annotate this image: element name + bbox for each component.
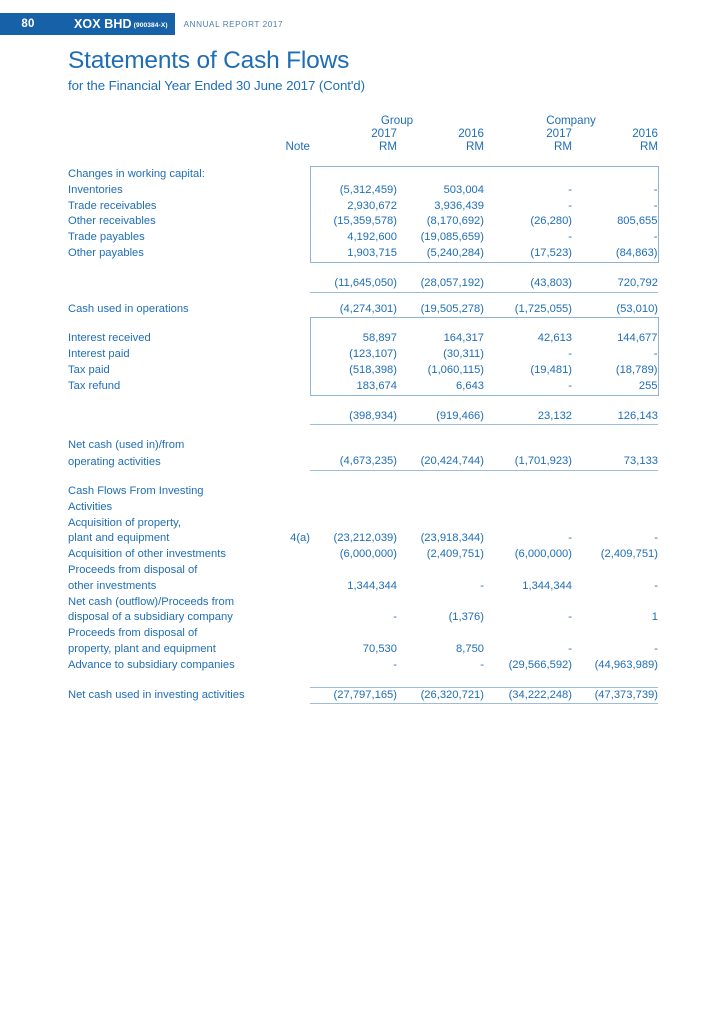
total-company-2016: (47,373,739) bbox=[594, 688, 659, 701]
table-row bbox=[68, 610, 658, 626]
row-label-line2: plant and equipment bbox=[68, 532, 170, 545]
row-note bbox=[268, 183, 310, 199]
cell-group-2017: (518,398) bbox=[310, 363, 397, 379]
row-note bbox=[268, 379, 310, 395]
cell-company-2016: - bbox=[572, 347, 658, 363]
cell-group-2016: (20,424,744) bbox=[420, 455, 485, 468]
row-label-line2: other investments bbox=[68, 579, 157, 592]
table-row-cash-used-in-operations bbox=[68, 302, 658, 318]
table-row bbox=[68, 563, 658, 579]
box-edge bbox=[484, 167, 572, 183]
header-group-2017: 2017 bbox=[371, 127, 397, 140]
cell-company-2016: - bbox=[572, 199, 658, 215]
total-company-2016: 126,143 bbox=[617, 409, 659, 422]
table-row bbox=[68, 199, 658, 215]
cell-group-2016: (30,311) bbox=[443, 348, 485, 361]
cell-group-2016: (8,170,692) bbox=[426, 215, 485, 228]
row-note bbox=[268, 276, 310, 292]
cell-group-2016: 8,750 bbox=[456, 642, 485, 655]
row-note bbox=[268, 454, 310, 470]
cell-company-2016: 805,655 bbox=[572, 214, 658, 230]
cell-company-2016: (84,863) bbox=[572, 246, 658, 262]
cell-company-2016: 1 bbox=[651, 611, 659, 624]
row-note bbox=[268, 579, 310, 595]
row-label-line1: Acquisition of property, bbox=[68, 516, 181, 529]
spacer-rule bbox=[68, 292, 658, 302]
row-note bbox=[268, 230, 310, 246]
cell-group-2016: 503,004 bbox=[443, 183, 485, 196]
table-header-group-row bbox=[68, 114, 658, 127]
row-label: Interest paid bbox=[68, 348, 130, 361]
cell-company-2017: - bbox=[568, 611, 573, 624]
cell-company-2016: (44,963,989) bbox=[594, 658, 659, 671]
cell-group-2017: (123,107) bbox=[310, 347, 397, 363]
page-number: 80 bbox=[21, 18, 35, 30]
row-note bbox=[268, 199, 310, 215]
row-label-line1: Proceeds from disposal of bbox=[68, 563, 198, 576]
table-row bbox=[68, 331, 658, 347]
row-label-line1: Proceeds from disposal of bbox=[68, 627, 198, 640]
cell-company-2016: (2,409,751) bbox=[600, 548, 659, 561]
box-corner bbox=[310, 167, 397, 183]
cell-group-2016: - bbox=[480, 579, 485, 592]
company-registration-number: (900384-X) bbox=[133, 21, 168, 29]
cell-company-2017: (26,280) bbox=[530, 215, 573, 228]
row-label: Trade payables bbox=[68, 231, 145, 244]
cell-company-2017: (17,523) bbox=[484, 246, 572, 262]
cell-company-2016: - bbox=[654, 532, 659, 545]
row-label: Tax paid bbox=[68, 363, 110, 376]
cell-group-2016: (5,240,284) bbox=[397, 246, 484, 262]
table-row bbox=[68, 642, 658, 658]
header-group-2016: 2016 bbox=[458, 127, 485, 140]
spacer-rule bbox=[68, 704, 658, 714]
section-heading-working-capital: Changes in working capital: bbox=[68, 168, 205, 180]
cell-company-2016: - bbox=[572, 183, 658, 199]
cell-group-2016: (19,085,659) bbox=[420, 231, 485, 244]
cell-group-2017: 1,903,715 bbox=[310, 246, 397, 262]
row-note bbox=[268, 438, 310, 454]
cell-company-2017: - bbox=[568, 532, 573, 545]
spacer-rule bbox=[68, 425, 658, 439]
table-row bbox=[68, 230, 658, 246]
cell-group-2016: - bbox=[480, 658, 485, 671]
total-group-2017: (398,934) bbox=[349, 409, 397, 422]
cell-group-2017: - bbox=[393, 611, 397, 624]
table-total-row bbox=[68, 409, 658, 425]
row-label: Net cash used in investing activities bbox=[68, 689, 245, 702]
row-note bbox=[268, 409, 310, 425]
header-group-2016-unit: RM bbox=[465, 140, 485, 153]
running-header-bar bbox=[0, 13, 175, 35]
table-total-row-investing bbox=[68, 687, 658, 704]
row-note bbox=[268, 246, 310, 262]
cell-company-2016: - bbox=[654, 579, 659, 592]
row-label: Other receivables bbox=[68, 215, 156, 228]
table-header-unit-row bbox=[68, 140, 658, 153]
row-label-line1: Net cash (outflow)/Proceeds from bbox=[68, 595, 235, 608]
table-row bbox=[68, 183, 658, 199]
company-name: XOX BHD bbox=[74, 17, 132, 31]
total-group-2016: (26,320,721) bbox=[420, 688, 485, 701]
cell-group-2016: 164,317 bbox=[443, 332, 485, 345]
table-header-year-row bbox=[68, 127, 658, 140]
cell-empty bbox=[310, 438, 397, 454]
section-heading-row bbox=[68, 484, 658, 500]
cell-group-2017: (5,312,459) bbox=[310, 183, 397, 199]
header-note: Note bbox=[285, 140, 310, 153]
row-label: Inventories bbox=[68, 183, 123, 196]
cell-group-2016: (1,060,115) bbox=[427, 363, 485, 376]
total-company-2017: (34,222,248) bbox=[508, 688, 573, 701]
row-label-line1: Advance to subsidiary companies bbox=[68, 658, 235, 671]
cell-company-2017: 42,613 bbox=[537, 332, 573, 345]
cell-company-2017: (19,481) bbox=[530, 363, 573, 376]
cell-company-2017: (29,566,592) bbox=[508, 658, 573, 671]
row-label-line1: Acquisition of other investments bbox=[68, 548, 226, 561]
spacer bbox=[68, 318, 658, 332]
row-label: Tax refund bbox=[68, 380, 121, 393]
row-label-line2: disposal of a subsidiary company bbox=[68, 611, 233, 624]
spacer-rule bbox=[68, 674, 658, 688]
box-edge bbox=[397, 167, 484, 183]
cell-group-2017: - bbox=[393, 658, 397, 671]
row-label-line2: property, plant and equipment bbox=[68, 642, 216, 655]
row-note bbox=[268, 642, 310, 658]
table-row bbox=[68, 347, 658, 363]
cell-company-2017: - bbox=[484, 379, 572, 395]
cell-group-2017: (15,359,578) bbox=[310, 214, 397, 230]
cell-group-2016: 3,936,439 bbox=[434, 199, 485, 212]
header-company-2017: 2017 bbox=[546, 127, 573, 140]
cell-group-2017: 1,344,344 bbox=[347, 579, 397, 592]
cell-group-2016: (1,376) bbox=[448, 611, 485, 624]
row-label-line2: operating activities bbox=[68, 455, 161, 468]
table-row bbox=[68, 438, 658, 454]
cell-company-2017: - bbox=[568, 231, 573, 244]
row-label bbox=[68, 276, 268, 292]
running-header bbox=[0, 13, 725, 35]
header-company: Company bbox=[546, 114, 596, 127]
header-group-2017-unit: RM bbox=[378, 140, 397, 153]
spacer bbox=[68, 395, 658, 409]
cell-company-2017: - bbox=[568, 199, 573, 212]
table-total-row bbox=[68, 276, 658, 292]
table-row bbox=[68, 516, 658, 532]
cell-empty bbox=[484, 438, 572, 454]
box-corner bbox=[572, 167, 658, 183]
row-note bbox=[268, 547, 310, 563]
row-note bbox=[268, 363, 310, 379]
spacer bbox=[68, 262, 658, 276]
table-row bbox=[68, 626, 658, 642]
cell-company-2016: 255 bbox=[572, 379, 658, 395]
row-note bbox=[268, 347, 310, 363]
row-label: Cash used in operations bbox=[68, 303, 189, 316]
cell-group-2017: (4,673,235) bbox=[339, 455, 397, 468]
cash-flow-table bbox=[68, 114, 659, 713]
cell-group-2016: (2,409,751) bbox=[426, 548, 485, 561]
table-row bbox=[68, 531, 658, 547]
row-note bbox=[268, 302, 310, 318]
cell-company-2016: 144,677 bbox=[572, 331, 658, 347]
cell-empty bbox=[572, 438, 658, 454]
report-label: ANNUAL REPORT 2017 bbox=[183, 19, 284, 29]
cell-company-2017: - bbox=[568, 642, 573, 655]
header-group: Group bbox=[380, 114, 414, 127]
cell-group-2016: (19,505,278) bbox=[420, 302, 485, 315]
cell-company-2017: (1,701,923) bbox=[514, 455, 573, 468]
section-heading-row bbox=[68, 167, 658, 183]
row-note bbox=[268, 331, 310, 347]
cell-group-2016: 6,643 bbox=[397, 379, 484, 395]
cell-company-2017: - bbox=[568, 348, 573, 361]
spacer-rule bbox=[68, 470, 658, 484]
row-note: 4(a) bbox=[290, 532, 310, 545]
cash-flow-statement bbox=[0, 114, 725, 713]
cell-company-2017: - bbox=[568, 183, 573, 196]
table-row bbox=[68, 595, 658, 611]
total-group-2016: (28,057,192) bbox=[420, 276, 485, 289]
section-heading-investing-line1: Cash Flows From Investing bbox=[68, 484, 204, 497]
cell-company-2016: - bbox=[572, 230, 658, 246]
page-title-block bbox=[68, 48, 365, 93]
row-note bbox=[268, 658, 310, 674]
cell-company-2016: - bbox=[654, 642, 659, 655]
header-company-2016-unit: RM bbox=[639, 140, 659, 153]
table-row bbox=[68, 579, 658, 595]
cell-empty bbox=[397, 438, 484, 454]
cell-group-2017: 2,930,672 bbox=[310, 199, 397, 215]
cell-group-2016: (23,918,344) bbox=[420, 532, 485, 545]
total-company-2016: 720,792 bbox=[617, 276, 659, 289]
spacer bbox=[68, 153, 658, 167]
table-row bbox=[68, 658, 658, 674]
row-label: Interest received bbox=[68, 332, 151, 345]
row-label: Other payables bbox=[68, 247, 144, 260]
total-group-2017: (27,797,165) bbox=[333, 688, 397, 701]
total-company-2017: (43,803) bbox=[530, 276, 573, 289]
row-note bbox=[268, 214, 310, 230]
row-label bbox=[68, 409, 268, 425]
header-company-2016: 2016 bbox=[632, 127, 659, 140]
cell-group-2017: (23,212,039) bbox=[333, 532, 397, 545]
cell-company-2016: 73,133 bbox=[623, 455, 659, 468]
cell-company-2017: 1,344,344 bbox=[522, 579, 573, 592]
table-row-net-cash-operating bbox=[68, 454, 658, 470]
row-label: Trade receivables bbox=[68, 199, 157, 212]
row-note bbox=[268, 610, 310, 626]
header-company-2017-unit: RM bbox=[553, 140, 573, 153]
cell-group-2017: (6,000,000) bbox=[339, 548, 397, 561]
cell-group-2017: 183,674 bbox=[310, 379, 397, 395]
total-group-2017: (11,645,050) bbox=[334, 276, 397, 289]
row-note bbox=[268, 687, 310, 704]
section-heading-investing-line2: Activities bbox=[68, 500, 113, 513]
row-label-line1: Net cash (used in)/from bbox=[68, 439, 185, 452]
total-company-2017: 23,132 bbox=[537, 409, 573, 422]
cell-group-2017: 4,192,600 bbox=[310, 230, 397, 246]
cell-company-2017: (1,725,055) bbox=[514, 302, 573, 315]
table-row bbox=[68, 379, 658, 395]
table-row bbox=[68, 246, 658, 262]
total-group-2016: (919,466) bbox=[436, 409, 485, 422]
table-row bbox=[68, 547, 658, 563]
table-row bbox=[68, 214, 658, 230]
cell-company-2016: (18,789) bbox=[572, 363, 658, 379]
page-subtitle: for the Financial Year Ended 30 June 2017 (Cont'd) bbox=[68, 77, 365, 93]
cell-group-2017: 70,530 bbox=[362, 642, 397, 655]
page-title: Statements of Cash Flows bbox=[68, 47, 350, 74]
cell-company-2017: (6,000,000) bbox=[514, 548, 573, 561]
section-heading-row bbox=[68, 500, 658, 516]
cell-company-2016: (53,010) bbox=[616, 302, 659, 315]
cell-group-2017: 58,897 bbox=[310, 331, 397, 347]
table-row bbox=[68, 363, 658, 379]
cell-group-2017: (4,274,301) bbox=[339, 302, 397, 315]
